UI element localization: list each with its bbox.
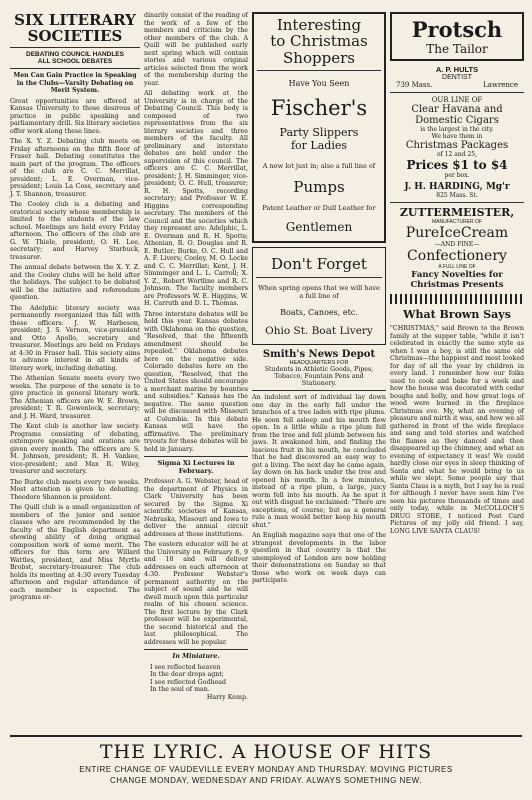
cigars-ad: OUR LINE OF Clear Havana and Domestic Cigars is the largest in the city. We have them in Christmas Packages of 12 and 25, Prices $1 to $4 per box. J. H. HARDING, Mg'r 825 Mass. St. (404, 96, 510, 199)
paragraph: All debating work at the University is in charge of the Debating Council. This body is composed of two representatives from the six literary societies and three members of the faculty. All preliminary and interstate debates are held under the supervision of this council. The officers are C. C. Merrillat, president; J. H. Simminger, vice-president; O. C. Hull, treasurer; R. H. Spotts, recording secretary; and Professor W. E. Higgins corresponding secretary. The members of the Council and the societies which they represent are: Adelphic, L. E. Overman and R. H. Spotts; Athenian, R. O. Douglas and R. E. Butler; Burke, O. C. Hull and A. F. Livers; Cooley, M. O. Locke and C. C. Merrillat; Kent, J. H. Simminger and L. L. Carroll; X. Y. Z., Robert Wortline and R. C. Johnson. The faculty members are Professors W. E. Higgins, W. H. Carruth and D. L. Thomas. (144, 90, 248, 307)
paragraph: The Kent club is another law society. Programs consisting of debating, extempore speaking and orations are given every month. The officers are S. M. Johnson, president; R. H. Vankee, vice-president; and Max R. Wiley, treasurer and secretary. (10, 423, 140, 475)
paragraph: dinarily consist of the reading of the work of a few of the members and criticism by the other members of the club. A Quill will be published early next spring which will contain stories and various original articles selected from the work of the membership during the year. (144, 12, 249, 87)
column-ads-middle (252, 12, 386, 588)
poem-line: In the dear drops agnt; (150, 671, 224, 678)
lyric-head: THE LYRIC. A HOUSE OF HITS (99, 741, 433, 763)
poem-title: In Miniature. (172, 653, 220, 660)
headline-2: SOCIETIES (27, 27, 123, 45)
dentist-ad: A. P. HULTS DENTIST 739 Mass. Lawrence (396, 65, 518, 89)
paragraph: The Cooley club is a debating and oratorical society whose membership is limited to the students of the law school. Meetings are held every Friday afternoon. The officers of the club are G. W. Thiele, president; O. H. Lee, secretary; and Harvey Starbuck, treasurer. (10, 201, 140, 261)
paragraph: The eastern educator will be at the University on February 8, 9 and 10 and will deliver addresses on each afternoon at 4:30. Professor Webster's permanent authority on the subject of sound and he will dwell much upon this particular realm of his chosen science. The first lecture by the Clark professor will be experimental, the second historical and the last philosophical. The addresses will be popular. (144, 541, 248, 646)
paragraph: The Adelphic literary society was permanently reorganized this fall with these officers: J. W. Harbeson, president; J. S. Vernon, vice-president and Otto Apollo, secretary and treasurer. Meetings are held on Fridays at 4:30 in Fraser hall. This society aims to advance interest in all kinds of literary work, including debating. (10, 304, 140, 372)
boat-livery-ad: Don't Forget When spring opens that we will have a full line of Boats, Canoes, etc. Ohio St. Boat Livery (252, 247, 386, 345)
lyric-line-2: CHANGE MONDAY, WEDNESDAY AND FRIDAY. ALWAYS SOMETHING NEW. (109, 776, 422, 785)
protsch-ad: Protsch The Tailor (390, 12, 524, 61)
subhead-2: ALL SCHOOL DEBATES (37, 58, 113, 65)
ornamental-border (390, 294, 524, 304)
paragraph: The annual debate between the X. Y. Z. and the Cooley clubs will be held after the holidays. The subject to be debated will be the initiative and referendum question. (10, 264, 140, 301)
paragraph: The X. Y. Z. Debating club meets on Friday afternoons on the fifth floor of Fraser hall. Debating constitutes the main part of the program. The officers of the club are C. C. Merrillat, president; L. E. Overman, vice-president; Louis La Coss, secretary and J. T. Shannon, treasurer. (10, 138, 140, 198)
poem-line: I see reflected heaven (150, 663, 221, 671)
poem-line: In the soul of man. (150, 686, 210, 693)
paragraph: The Quill club is a small organization of members of the junior and senior classes who are recommended by the faculty of the English department as showing ability of doing original composition work of some merit. The officers for this term are Willard Wattles, president, and Miss Myrtle Brobst, secretary-treasurer. The club holds its meeting at 4:30 every Tuesday afternoon and regular attendance of each member is expected. The programs or- (10, 504, 140, 601)
paragraph: Three interstate debates will be held this year. Kansas debates with Oklahoma on the question, "Resolved, that the fifteenth amendment should be repealed." Oklahoma debates here on the negative side. Colorado debates here on the question, "Resolved, that the United States should encourage a merchant marine by bounties and subsidies." Kansas has the negative. The same question will be discussed with Missouri at Columbia. In this debate Kansas will have the affirmative. The preliminary tryouts for these debates will be held in January. (144, 310, 248, 453)
paragraph: An English magazine says that one of the strangest developments in the labor question in that country is that the unemployed of London are now holding their demonstrations on Sunday so that those who work on week days can participate. (252, 532, 386, 584)
lyric-line-1: ENTIRE CHANGE OF VAUDEVILLE EVERY MONDAY AND THURSDAY. MOVING PICTURES (79, 765, 453, 774)
paragraph: The Athenian Senate meets every two weeks. The purpose of the senate is to give practice in general literary work. The Athenian officers are W. E. Brown, president; T. R. Gowenlock, secretary; and J. H. Ward, treasurer. (10, 375, 140, 420)
zuttermeister-ad: ZUTTERMEISTER, MANUFACTURER OF PureIceCream —AND FINE— Confectionery A FULL LINE OF Fancy Novelties for Christmas Presents (399, 206, 515, 290)
poem-author: Harry Kemp. (206, 693, 248, 701)
smiths-news-ad: Smith's News Depot HEADQUARTERS FOR Students in Athletic Goods, Pipes, Tobacco, Fountain Pens and Stationery. (262, 349, 376, 387)
lyric-ad (10, 735, 522, 785)
headline-1: SIX LITERARY (14, 11, 136, 29)
paragraph: The Burke club meets every two weeks. Most attention is given to debating. Theodore Shannon is president. (10, 478, 140, 501)
paragraph: An indolent sort of individual lay down one day in the early fall under the branches of a tree laden with ripe plums. He soon fell asleep and his mouth flew open. In a little while a ripe plum fell from the tree and fell plumb between his jaws. It awakened him, and finding the luscious fruit in his mouth, he concluded that he had discovered an easy way to get a living. The next day he came again, lay down on his back under the tree and opened his mouth. In a few minutes, instead of a ripe plum, a large, juicy worm fell into his mouth. As he spat it out with disgust he exclaimed: "There are exceptions, of course; but as a general rule a man would better keep his mouth shut." (252, 394, 386, 529)
brown-heading: What Brown Says (403, 308, 511, 321)
paragraph: Professor A. G. Webster, head of the department of Physics in Clark University has been secured by the Sigma Xi scientific societies of Kansas, Nebraska, Missouri and Iowa to deliver the annual circuit addresses at those institutions. (144, 478, 248, 538)
fischer-ad: Interesting to Christmas Shoppers Have You Seen Fischer's Party Slippers for Ladies A new lot just in; also a full line of Pumps Patent Leather or Dull Leather for Gentlemen (252, 12, 386, 243)
column-literary-societies (10, 12, 140, 605)
brown-story: "CHRISTMAS," said Brown to the Brown family at the supper table, "while it isn't celebrated in exactly the same style as when I was a boy, is still the same old Christmas—the happiest and most looked for day of all the year by children in every land. I remember how our folks used to cook and bake for a week and how the house was decorated with cedar boughs and holly, and how great logs of wood were burned in the fireplace Christmas eve. My, what an evening of pleasure and mirth it was, and how we all gathered in front of the wide fireplace and sang and told stories and watched the flames as they danced and then disappeared up the chimney, and what an evening of expectancy it was! We could hardly close our eyes in sleep thinking of Santa and what he would bring to us while we slept. Some people say that Santa Claus is a myth, but I say he is real for although I never have seen him I've seen his pictures thousands of times and only today, while in McCOLLOCH'S DRUG STORE, I noticed Post Card Pictures of my jolly old friend. I say, LONG LIVE SANTA CLAUS! (390, 325, 524, 535)
column-debating (144, 12, 248, 704)
poem-line: I see reflected Godhead (150, 678, 227, 686)
paragraph: Great opportunities are offered at Kansas University to those desirous of practice in public speaking and parliamentary drill. Six literary societies offer work along these lines. (10, 97, 140, 135)
column-ads-right (390, 12, 524, 538)
subhead-1: DEBATING COUNCIL HANDLES (26, 51, 124, 58)
sigma-xi-heading: Sigma Xi Lectures in February. (157, 459, 235, 475)
subhead-3: Men Can Gain Practice in Speaking in the Clubs—Varsity Debating on Merit System. (13, 72, 137, 94)
